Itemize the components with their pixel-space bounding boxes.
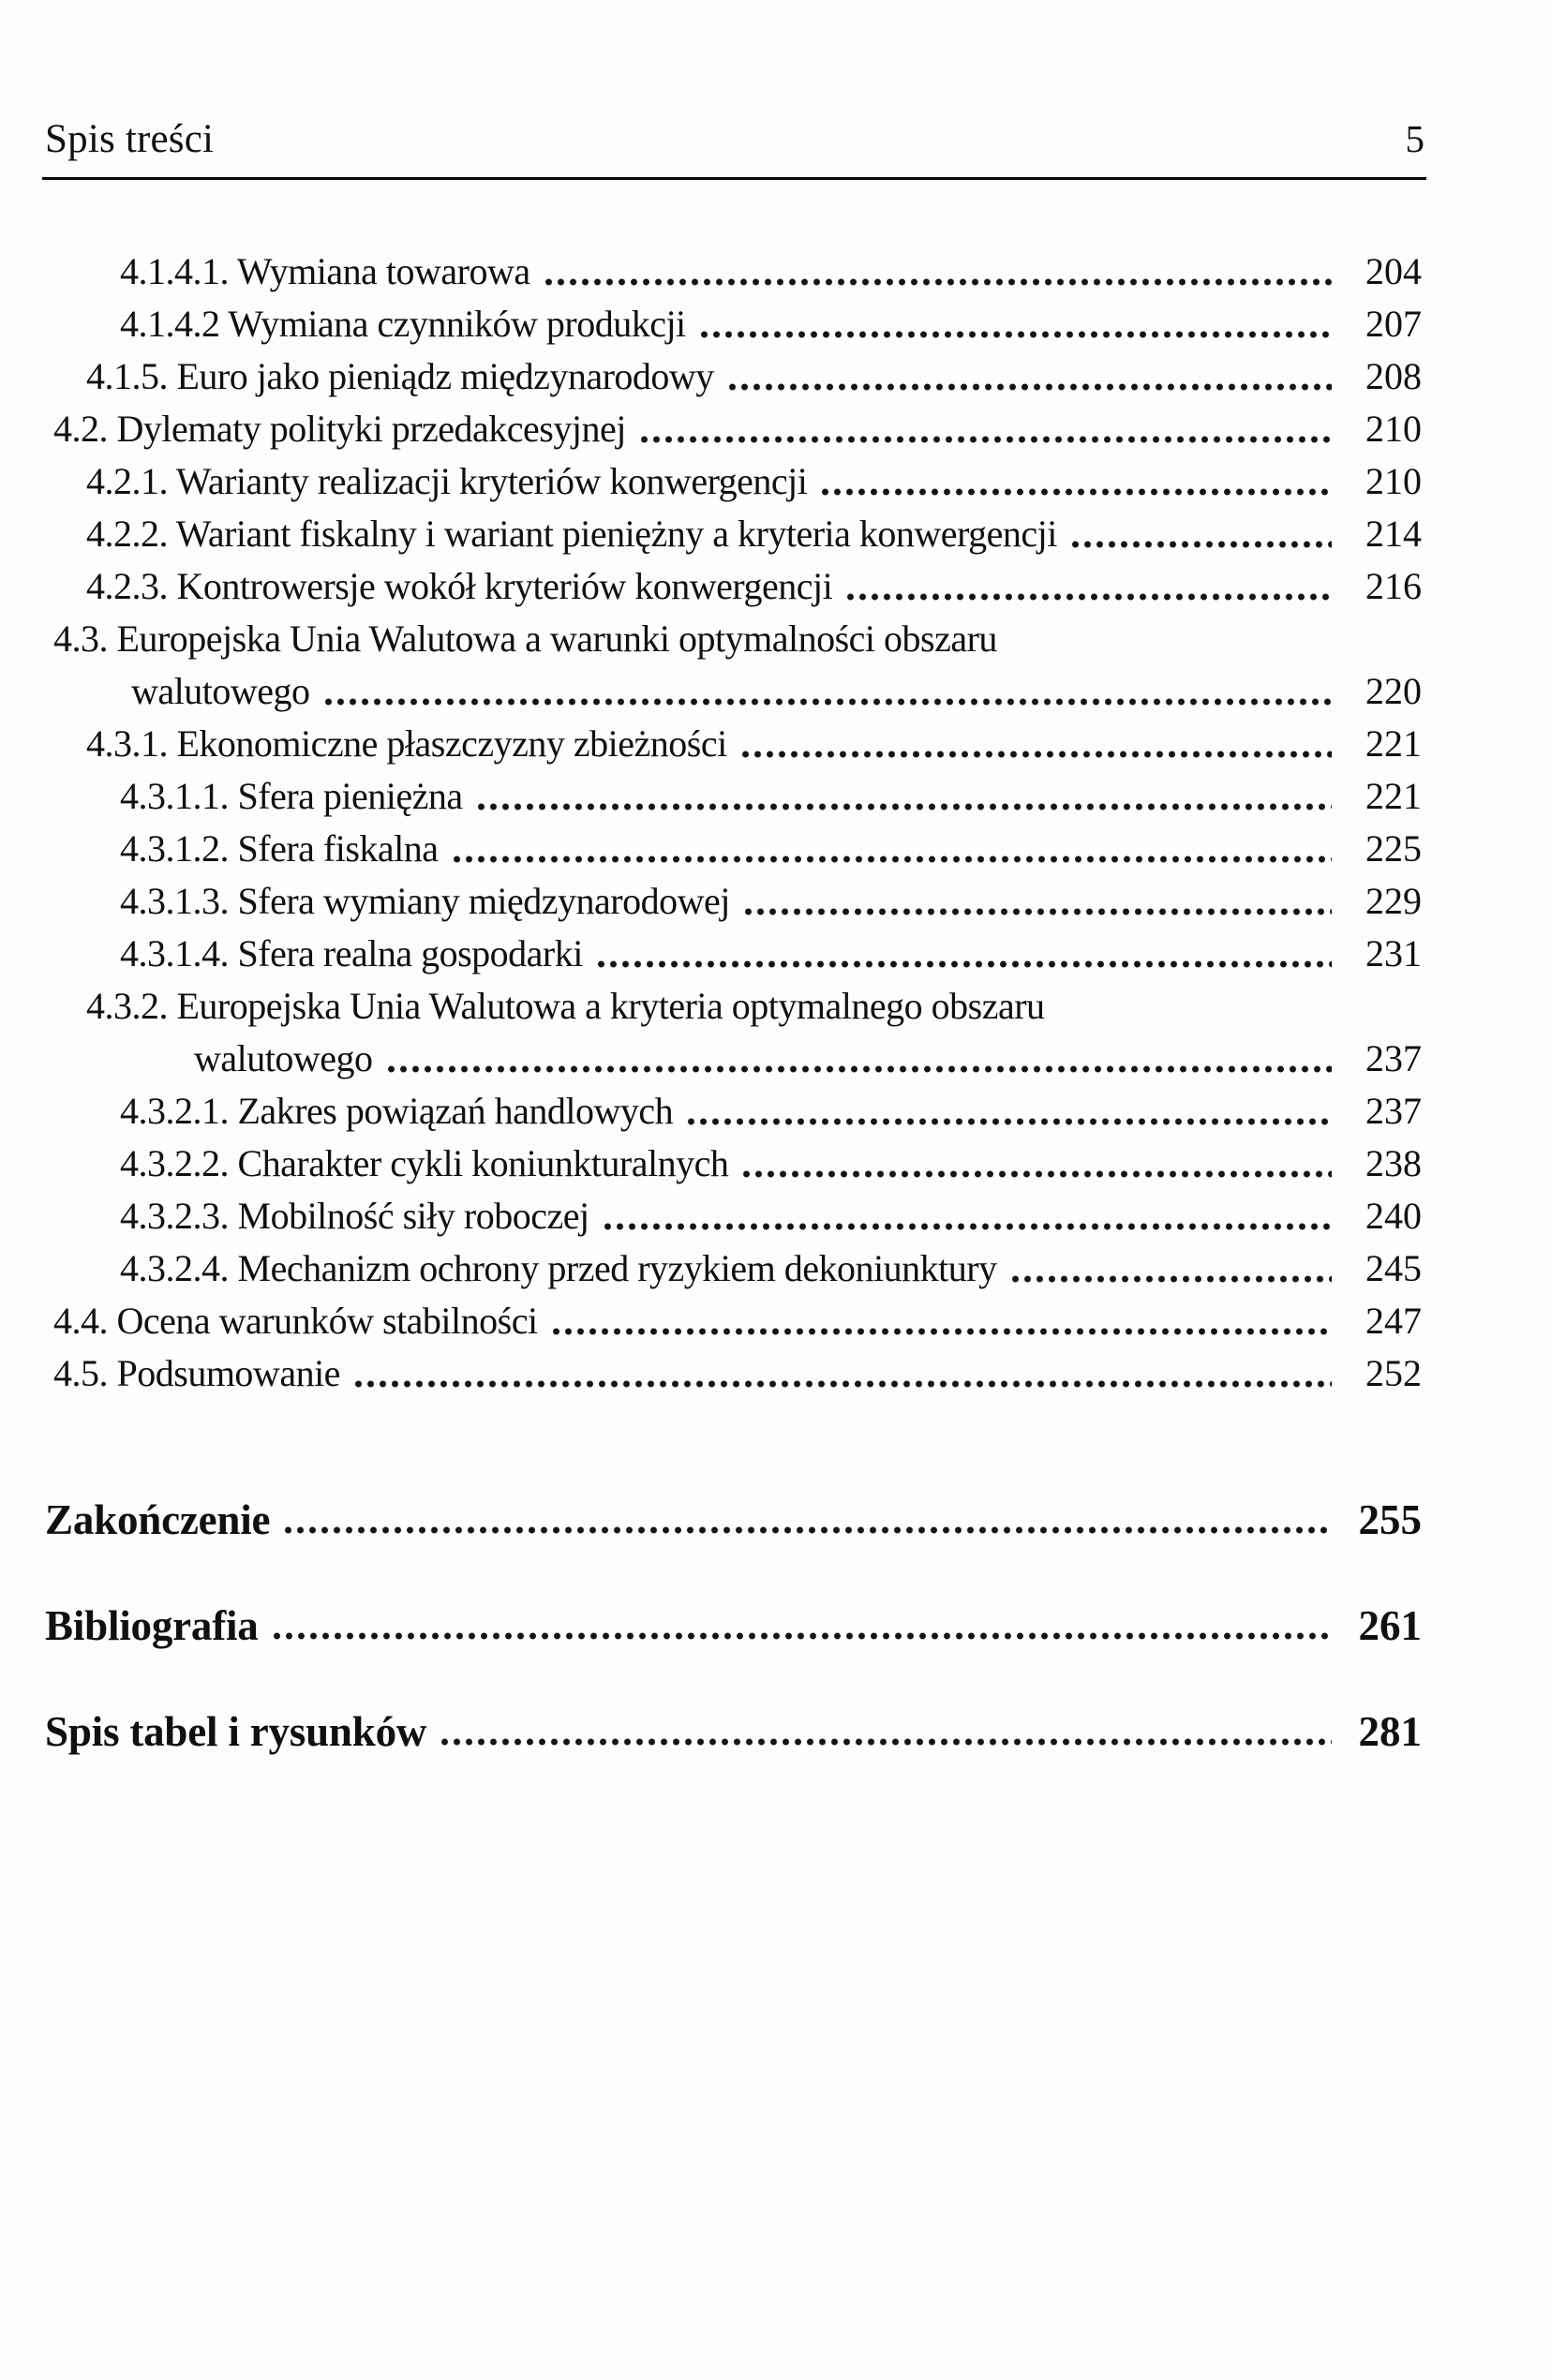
toc-entry-label: 4.3.2. Europejska Unia Walutowa a kryteria optymalnego obszaru bbox=[86, 985, 1045, 1027]
toc-entry-label: 4.3.2.1. Zakres powiązań handlowych bbox=[120, 1090, 674, 1132]
toc-entry-page-number: 225 bbox=[1365, 827, 1422, 870]
toc-entry-label: 4.2.1. Warianty realizacji kryteriów konwergencji bbox=[86, 460, 808, 502]
toc-entry bbox=[45, 298, 1422, 350]
dotted-leader bbox=[352, 1377, 1332, 1391]
toc-entry-label: 4.4. Ocena warunków stabilności bbox=[53, 1300, 538, 1342]
toc-entry-page-number: 221 bbox=[1365, 722, 1422, 765]
toc-entry-page-number: 245 bbox=[1365, 1247, 1422, 1289]
toc-entry-page-number: 252 bbox=[1365, 1352, 1422, 1394]
dotted-leader bbox=[451, 853, 1332, 866]
toc-entry-page-number: 220 bbox=[1365, 670, 1422, 712]
dotted-leader bbox=[1069, 538, 1332, 551]
dotted-leader bbox=[282, 1524, 1332, 1537]
toc-entry-label: 4.2.2. Wariant fiskalny i wariant pieniężny a kryteria konwergencji bbox=[86, 513, 1057, 555]
toc-entry bbox=[45, 245, 1422, 298]
dotted-leader bbox=[739, 748, 1332, 761]
toc-entry-label: 4.3. Europejska Unia Walutowa a warunki optymalności obszaru bbox=[53, 617, 997, 660]
dotted-leader bbox=[742, 905, 1332, 918]
toc-entry-page-number: 208 bbox=[1365, 355, 1422, 397]
dotted-leader bbox=[638, 433, 1332, 446]
back-matter-list bbox=[45, 1494, 1422, 1811]
toc-entry-page-number: 210 bbox=[1365, 460, 1422, 502]
toc-entry bbox=[45, 1295, 1422, 1347]
toc-entry-label: 4.3.1.3. Sfera wymiany międzynarodowej bbox=[120, 880, 730, 922]
toc-entry-label: 4.1.5. Euro jako pieniądz międzynarodowy bbox=[86, 355, 714, 397]
toc-entry-label: 4.2.3. Kontrowersje wokół kryteriów konwergencji bbox=[86, 565, 833, 607]
toc-entry bbox=[45, 1138, 1422, 1190]
toc-entry bbox=[45, 718, 1422, 770]
toc-entry-label: 4.3.1.1. Sfera pieniężna bbox=[120, 775, 463, 817]
toc-entry-page-number: 221 bbox=[1365, 775, 1422, 817]
back-matter-entry-label: Bibliografia bbox=[45, 1602, 259, 1649]
toc-entry bbox=[45, 875, 1422, 928]
toc-entry bbox=[45, 613, 1422, 665]
toc-entry bbox=[45, 1347, 1422, 1400]
back-matter-entry bbox=[45, 1599, 1422, 1653]
dotted-leader bbox=[1009, 1272, 1332, 1286]
toc-entry-label: walutowego bbox=[131, 670, 310, 712]
toc-list bbox=[45, 245, 1422, 1400]
toc-entry bbox=[45, 1085, 1422, 1138]
back-matter-entry-label: Spis tabel i rysunków bbox=[45, 1708, 427, 1755]
dotted-leader bbox=[543, 275, 1332, 289]
toc-entry bbox=[45, 1190, 1422, 1242]
toc-entry-page-number: 238 bbox=[1365, 1142, 1422, 1184]
header-page-number: 5 bbox=[1405, 117, 1424, 160]
toc-entry-label: 4.3.2.2. Charakter cykli koniunkturalnych bbox=[120, 1142, 729, 1184]
toc-entry bbox=[45, 403, 1422, 455]
toc-entry-page-number: 229 bbox=[1365, 880, 1422, 922]
toc-entry-page-number: 216 bbox=[1365, 565, 1422, 607]
toc-entry-page-number: 204 bbox=[1365, 250, 1422, 292]
dotted-leader bbox=[740, 1168, 1332, 1181]
toc-entry bbox=[45, 928, 1422, 980]
page-title: Spis treści bbox=[45, 117, 215, 161]
toc-entry-label: walutowego bbox=[194, 1037, 373, 1079]
toc-entry bbox=[45, 980, 1422, 1033]
toc-entry-label: 4.1.4.2 Wymiana czynników produkcji bbox=[120, 303, 686, 345]
toc-entry-label: 4.3.1.2. Sfera fiskalna bbox=[120, 827, 439, 870]
toc-entry-label: 4.5. Podsumowanie bbox=[53, 1352, 340, 1394]
page-header bbox=[45, 112, 1424, 166]
toc-entry-page-number: 240 bbox=[1365, 1195, 1422, 1237]
dotted-leader bbox=[322, 695, 1332, 708]
back-matter-entry-page-number: 261 bbox=[1358, 1602, 1422, 1649]
toc-entry-label: 4.3.1. Ekonomiczne płaszczyzny zbieżności bbox=[86, 722, 727, 765]
toc-entry-page-number: 214 bbox=[1365, 513, 1422, 555]
toc-entry-label: 4.3.2.4. Mechanizm ochrony przed ryzykiem dekoniunktury bbox=[120, 1247, 997, 1289]
toc-entry-page-number: 237 bbox=[1365, 1037, 1422, 1079]
dotted-leader bbox=[475, 800, 1332, 813]
back-matter-entry bbox=[45, 1494, 1422, 1547]
dotted-leader bbox=[726, 380, 1332, 394]
back-matter-entry bbox=[45, 1705, 1422, 1759]
dotted-leader bbox=[819, 485, 1332, 498]
toc-entry-page-number: 231 bbox=[1365, 932, 1422, 974]
toc-entry bbox=[45, 1242, 1422, 1295]
toc-entry-label: 4.3.2.3. Mobilność siły roboczej bbox=[120, 1195, 589, 1237]
dotted-leader bbox=[595, 958, 1332, 971]
toc-entry bbox=[45, 770, 1422, 823]
toc-entry bbox=[45, 665, 1422, 718]
dotted-leader bbox=[685, 1115, 1332, 1128]
back-matter-entry-label: Zakończenie bbox=[45, 1496, 271, 1543]
toc-entry-page-number: 247 bbox=[1365, 1300, 1422, 1342]
dotted-leader bbox=[698, 328, 1332, 341]
toc-entry-label: 4.3.1.4. Sfera realna gospodarki bbox=[120, 932, 583, 974]
toc-entry bbox=[45, 455, 1422, 508]
toc-entry bbox=[45, 560, 1422, 613]
dotted-leader bbox=[550, 1325, 1332, 1338]
toc-entry bbox=[45, 350, 1422, 403]
toc-entry bbox=[45, 508, 1422, 560]
back-matter-entry-page-number: 255 bbox=[1358, 1496, 1422, 1543]
toc-entry-page-number: 210 bbox=[1365, 408, 1422, 450]
dotted-leader bbox=[271, 1629, 1332, 1643]
dotted-leader bbox=[439, 1735, 1332, 1748]
toc-entry-label: 4.1.4.1. Wymiana towarowa bbox=[120, 250, 530, 292]
toc-entry-page-number: 207 bbox=[1365, 303, 1422, 345]
toc-entry bbox=[45, 1033, 1422, 1085]
dotted-leader bbox=[844, 590, 1332, 603]
back-matter-entry-page-number: 281 bbox=[1358, 1708, 1422, 1755]
dotted-leader bbox=[602, 1220, 1332, 1233]
toc-entry-label: 4.2. Dylematy polityki przedakcesyjnej bbox=[53, 408, 626, 450]
header-rule bbox=[42, 177, 1426, 180]
toc-entry-page-number: 237 bbox=[1365, 1090, 1422, 1132]
dotted-leader bbox=[385, 1063, 1332, 1076]
toc-entry bbox=[45, 823, 1422, 875]
